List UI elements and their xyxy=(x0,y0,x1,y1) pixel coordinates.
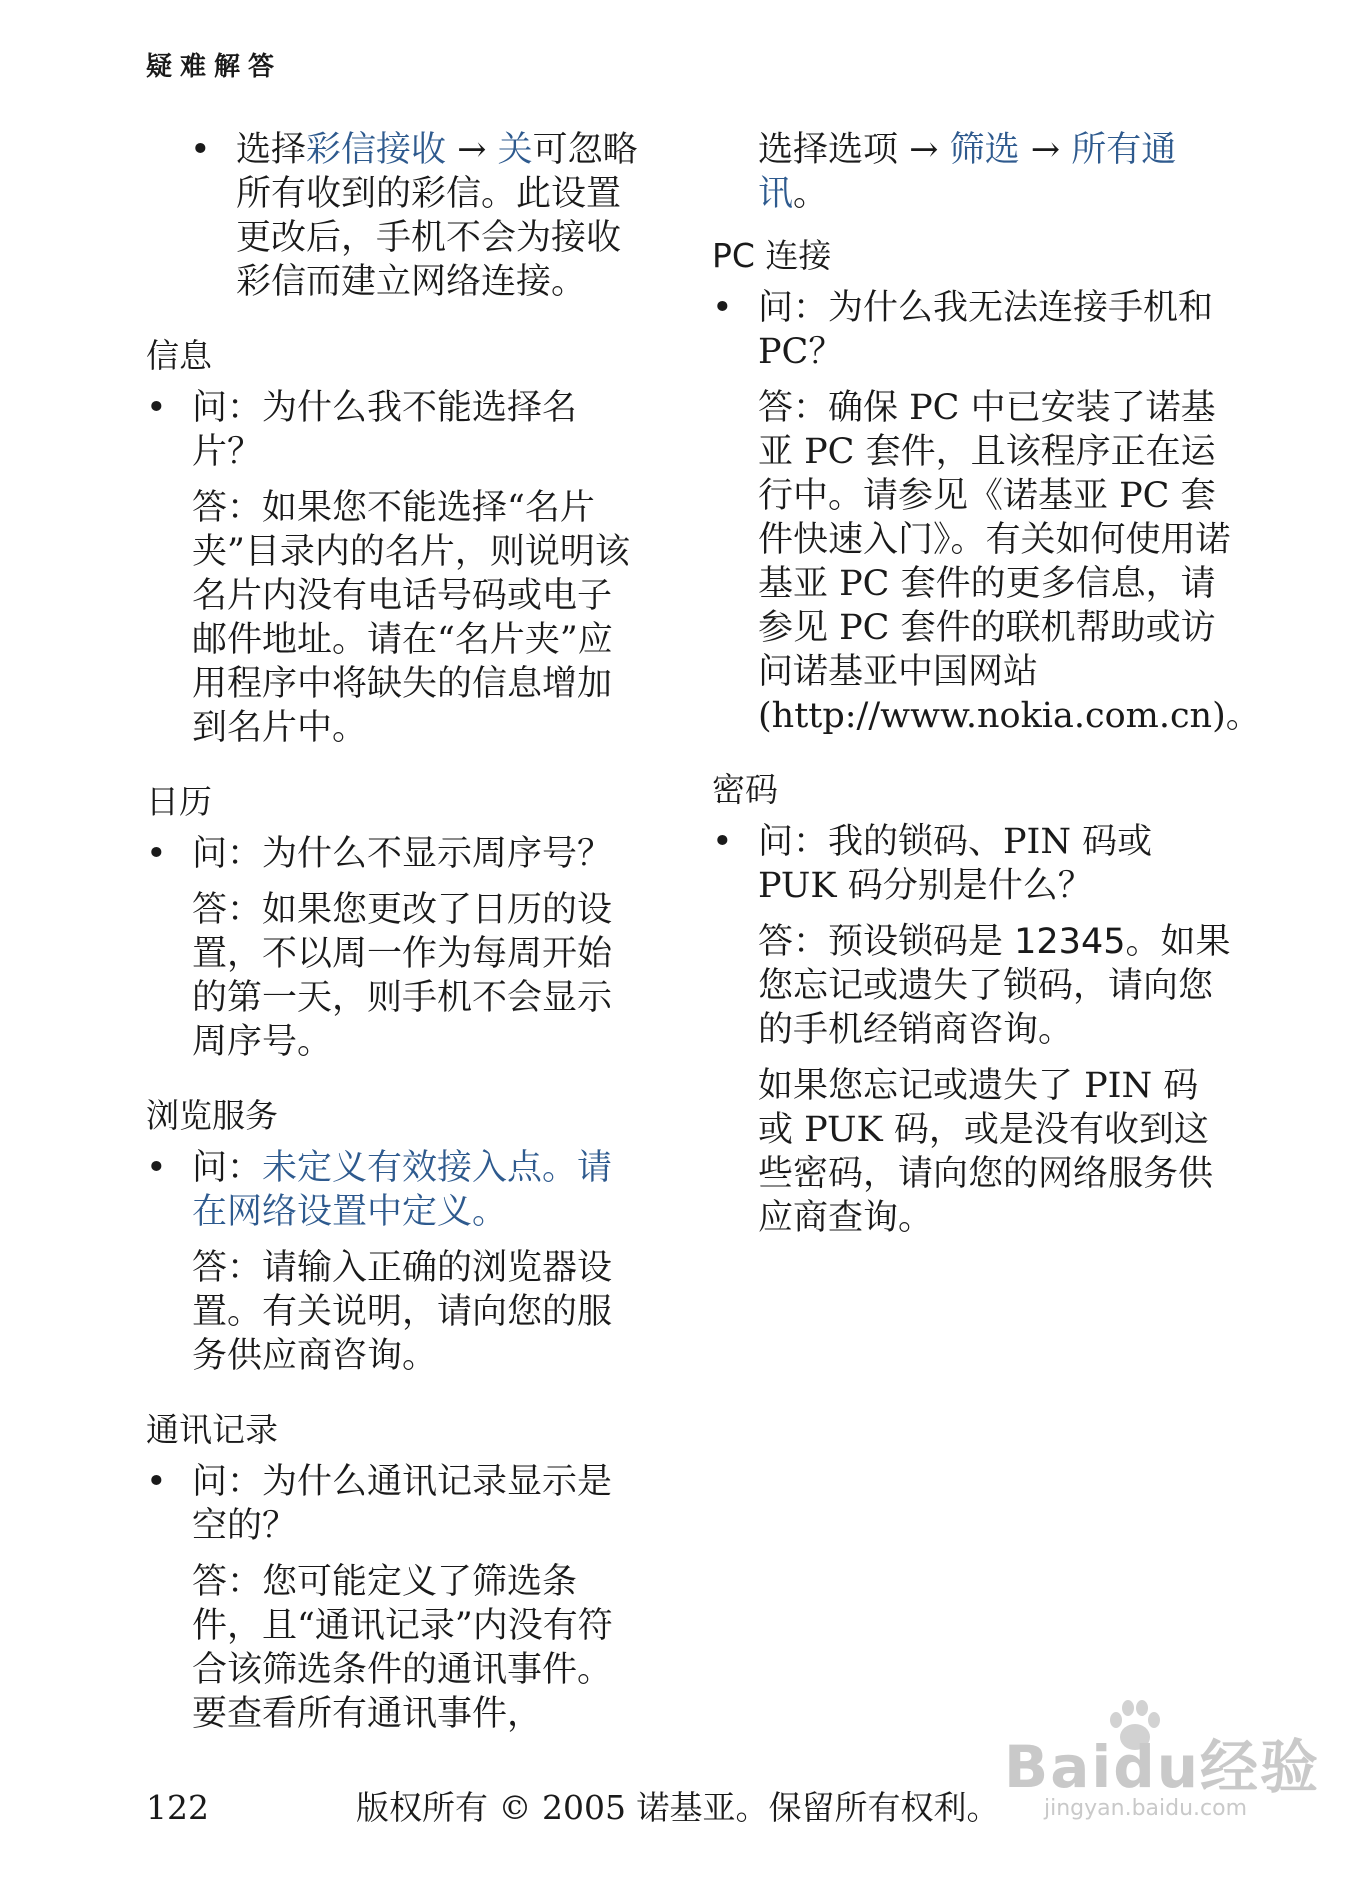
bullet-glyph: • xyxy=(146,388,167,428)
option-label: 选项 xyxy=(828,130,899,170)
answer-codes: 答：预设锁码是 12345。如果您忘记或遗失了锁码，请向您的手机经销商咨询。 xyxy=(758,922,1231,1050)
bullet-glyph: • xyxy=(146,1148,167,1188)
right-column xyxy=(712,128,1261,1240)
section-heading-messages: 信息 xyxy=(146,336,212,375)
bullet-glyph: • xyxy=(712,822,733,862)
baidu-watermark xyxy=(1004,1700,1334,1820)
question-calendar: • 问：为什么不显示周序号？ xyxy=(146,834,613,874)
bullet-glyph: • xyxy=(146,1462,167,1502)
watermark-url: jingyan.baidu.com xyxy=(1044,1796,1248,1821)
answer-log: 答：您可能定义了筛选条件，且“通讯记录”内没有符合该筛选条件的通讯事件。要查看所有通讯事件， xyxy=(192,1562,613,1734)
left-column xyxy=(146,128,646,1736)
bullet-glyph: • xyxy=(146,834,167,874)
link-filter: 筛选 xyxy=(949,130,1020,170)
copyright-text: 版权所有 © 2005 诺基亚。保留所有权利。 xyxy=(356,1788,1000,1827)
running-header: 疑难解答 xyxy=(146,52,283,82)
bullet-glyph: • xyxy=(190,130,211,170)
question-log: • 问：为什么通讯记录显示是空的？ xyxy=(146,1462,613,1546)
link-all-comms: 所有通讯 xyxy=(758,130,1177,214)
section-heading-codes: 密码 xyxy=(712,770,778,809)
answer-messages: 答：如果您不能选择“名片夹”目录内的名片，则说明该名片内没有电话号码或电子邮件地址。请在“名片夹”应用程序中将缺失的信息增加到名片中。 xyxy=(192,488,630,748)
question-browsing: • 问：未定义有效接入点。请在网络设置中定义。 xyxy=(146,1148,613,1232)
error-message-text: 未定义有效接入点。请在网络设置中定义。 xyxy=(192,1148,613,1232)
intro-bullet: • 选择彩信接收 → 关可忽略所有收到的彩信。此设置更改后，手机不会为接收彩信而建立网络连接。 xyxy=(190,130,638,302)
section-heading-log: 通讯记录 xyxy=(146,1410,278,1449)
question-messages: • 问：为什么我不能选择名片？ xyxy=(146,388,578,472)
link-off: 关 xyxy=(497,130,533,170)
page-number: 122 xyxy=(146,1788,209,1827)
answer-browsing: 答：请输入正确的浏览器设置。有关说明，请向您的服务供应商咨询。 xyxy=(192,1248,613,1376)
continuation-text: 选择选项 → 筛选 → 所有通讯。 xyxy=(758,130,1177,214)
section-heading-calendar: 日历 xyxy=(146,782,212,821)
answer-calendar: 答：如果您更改了日历的设置，不以周一作为每周开始的第一天，则手机不会显示周序号。 xyxy=(192,890,613,1062)
watermark-logo: Baidu经验 xyxy=(1004,1733,1321,1801)
answer-pc: 答：确保 PC 中已安装了诺基亚 PC 套件，且该程序正在运行中。请参见《诺基亚 PC 套件快速入门》。有关如何使用诺基亚 PC 套件的更多信息，请参见 PC 套件的联机帮助或访问诺基亚中国网站 (http://www.nokia.com.cn)。 xyxy=(758,388,1261,736)
section-heading-browsing: 浏览服务 xyxy=(146,1096,278,1135)
link-mms-receive: 彩信接收 xyxy=(306,130,447,170)
section-heading-pc: PC 连接 xyxy=(712,236,832,275)
answer-codes-2: 如果您忘记或遗失了 PIN 码或 PUK 码，或是没有收到这些密码，请向您的网络服务供应商查询。 xyxy=(758,1066,1214,1238)
question-pc: • 问：为什么我无法连接手机和 PC？ xyxy=(712,288,1214,372)
question-codes: • 问：我的锁码、PIN 码或 PUK 码分别是什么？ xyxy=(712,822,1153,906)
default-code: 12345 xyxy=(1014,922,1126,962)
bullet-glyph: • xyxy=(712,288,733,328)
